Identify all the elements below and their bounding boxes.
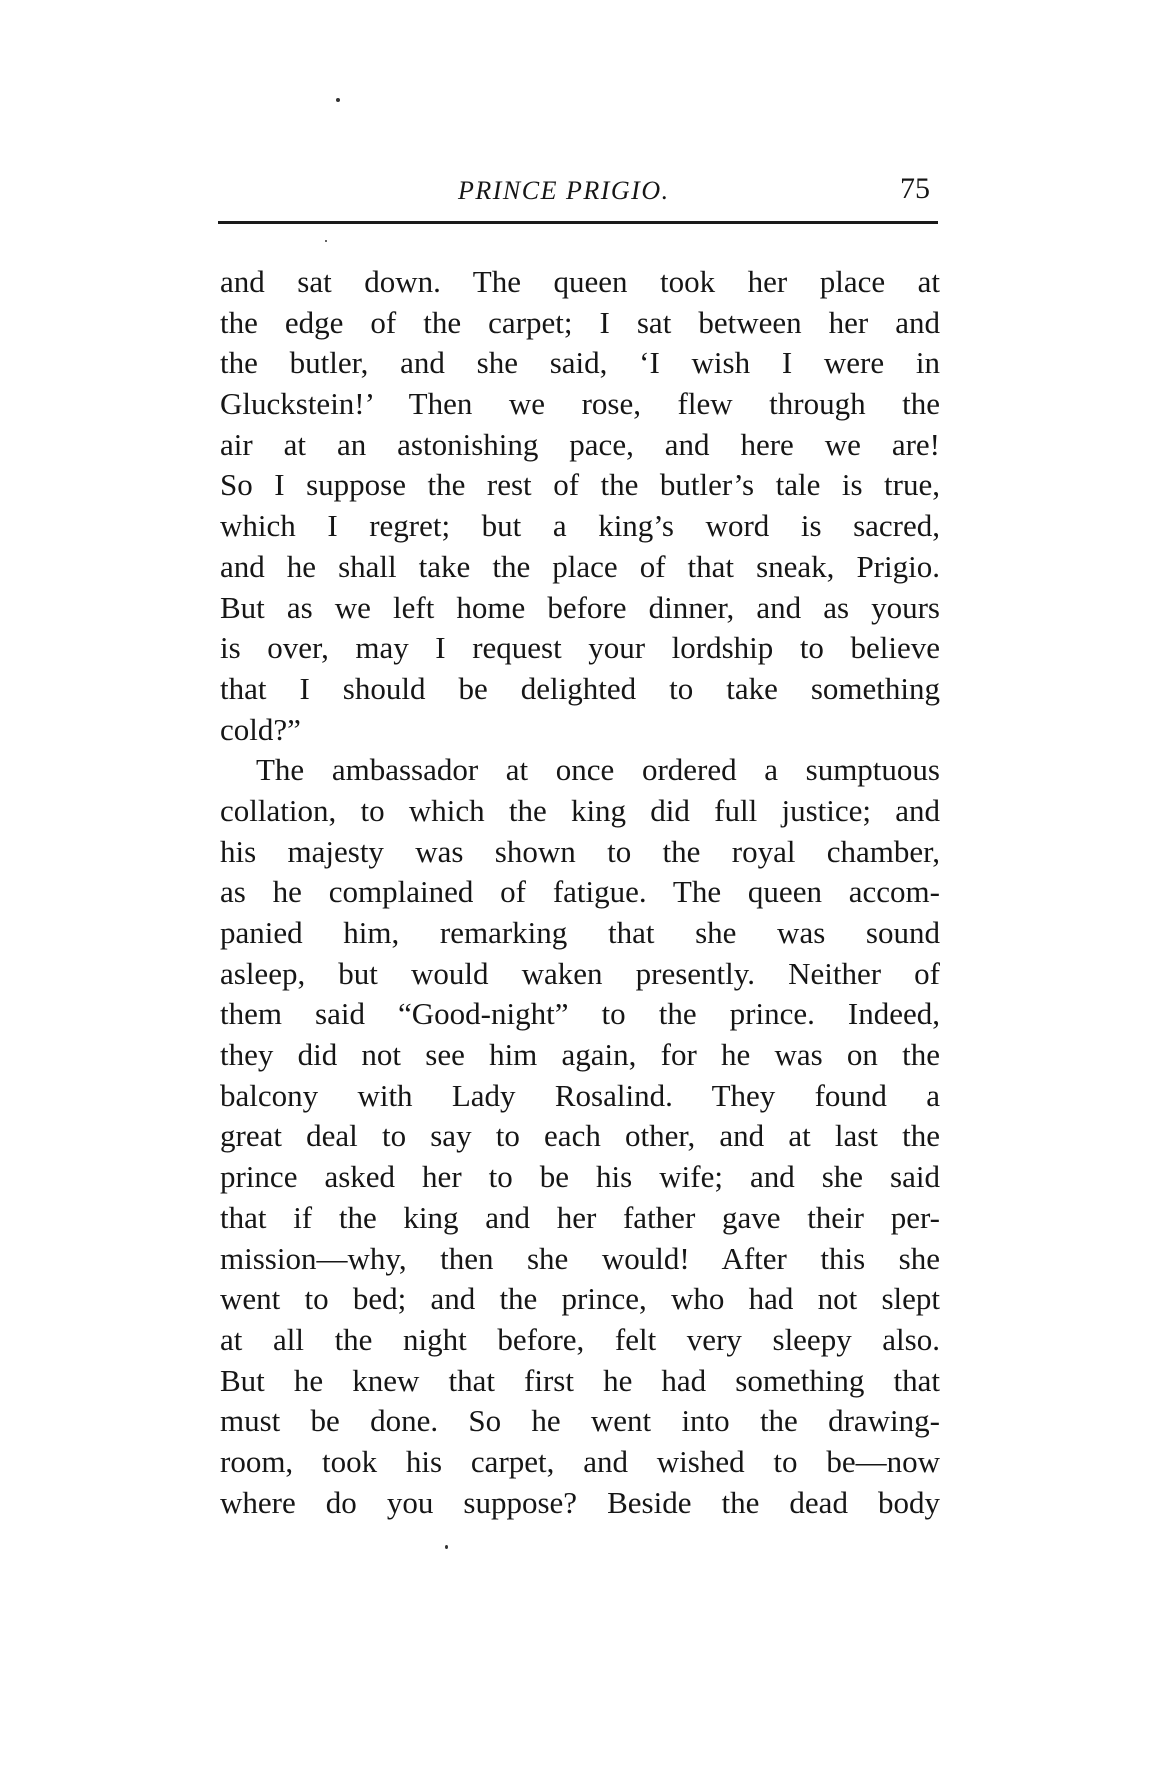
text-line: at all the night before, felt very sleepy also. [220,1321,940,1357]
text-line: asleep, but would waken presently. Neither of [220,955,940,991]
text-line: is over, may I request your lordship to believe [220,630,940,666]
page-header [218,170,938,214]
text-line: his majesty was shown to the royal chamber, [220,833,940,869]
text-line: that if the king and her father gave their per- [220,1199,940,1235]
scan-speck [445,1545,448,1549]
text-line: they did not see him again, for he was on the [220,1037,940,1073]
body-text [220,262,940,1523]
text-line: as he complained of fatigue. The queen accom- [220,874,940,910]
text-line: that I should be delighted to take something [220,670,940,706]
text-line: balcony with Lady Rosalind. They found a [220,1077,940,1113]
text-line: must be done. So he went into the drawing- [220,1403,940,1439]
text-line: and sat down. The queen took her place at [220,264,940,299]
text-line: air at an astonishing pace, and here we are! [220,426,940,462]
header-rule [218,221,938,224]
page-number: 75 [900,172,930,205]
text-line: The ambassador at once ordered a sumptuous [256,752,940,788]
scan-speck [336,98,340,102]
running-title: PRINCE PRIGIO. [458,176,670,205]
text-line: where do you suppose? Beside the dead body [220,1484,940,1520]
text-line: the butler, and she said, ‘I wish I were in [220,345,940,381]
text-line: the edge of the carpet; I sat between her and [220,304,940,340]
scan-speck [325,240,327,242]
text-line: cold?” [220,711,301,747]
text-line: mission—why, then she would! After this she [220,1240,940,1276]
text-line: collation, to which the king did full justice; and [220,792,940,828]
text-line: which I regret; but a king’s word is sacred, [220,508,940,544]
text-line: great deal to say to each other, and at last the [220,1118,940,1154]
text-line: But as we left home before dinner, and as yours [220,589,940,625]
text-line: panied him, remarking that she was sound [220,915,940,950]
text-line: But he knew that first he had something that [220,1362,940,1398]
text-line: went to bed; and the prince, who had not slept [220,1281,940,1317]
text-line: Gluckstein!’ Then we rose, flew through the [220,386,940,422]
text-line: them said “Good-night” to the prince. Indeed, [220,996,940,1032]
text-line: prince asked her to be his wife; and she said [220,1159,940,1195]
text-line: and he shall take the place of that sneak, Prigio. [220,548,940,584]
text-line: So I suppose the rest of the butler’s tale is true, [220,467,940,503]
text-line: room, took his carpet, and wished to be—now [220,1443,940,1479]
